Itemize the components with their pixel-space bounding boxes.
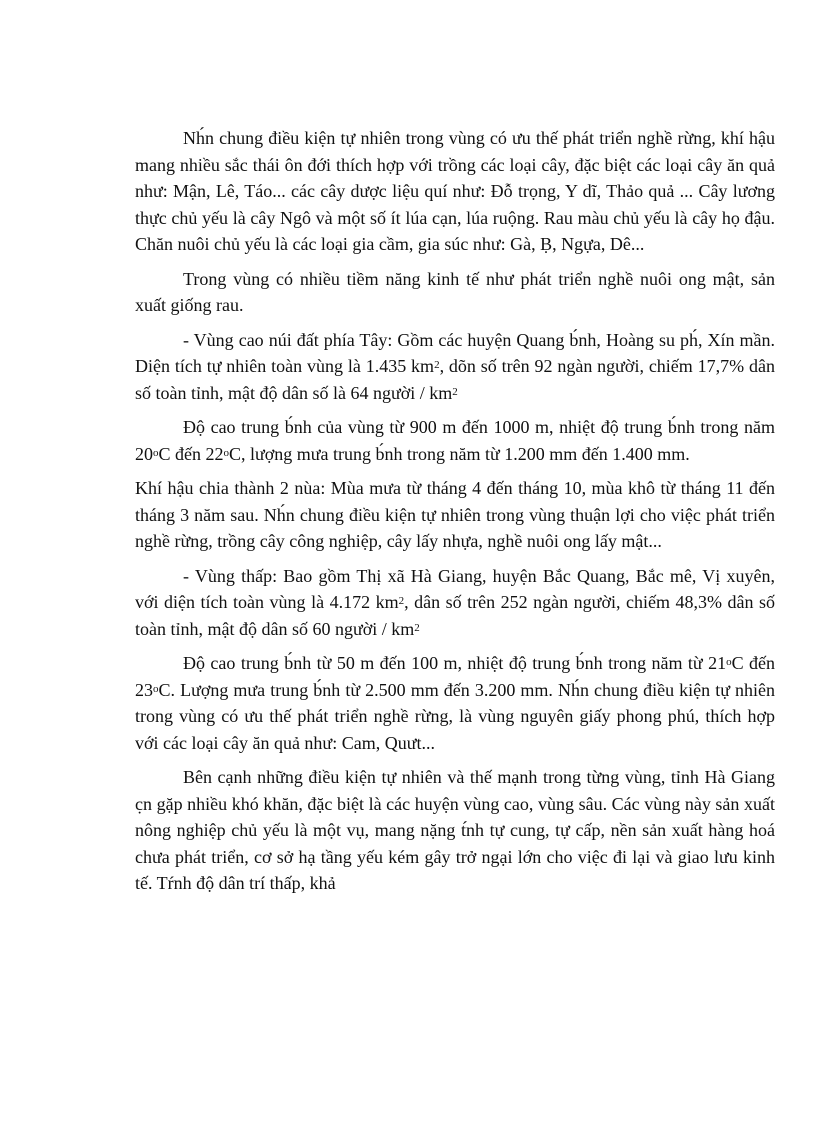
paragraph <box>135 327 775 407</box>
paragraph <box>135 764 775 897</box>
paragraph <box>135 125 775 258</box>
paragraph <box>135 475 775 555</box>
document-body <box>135 125 775 905</box>
text-run: , dân số trên 252 ngàn người, chiếm 48,3% dân số toàn tỉnh, mật độ dân số 60 người / km <box>135 592 775 639</box>
text-run: C. Lượng mưa trung b́nh từ 2.500 mm đến 3.200 mm. Nh́n chung điều kiện tự nhiên trong vùng có ưu thế phát triển nghề rừng, là vùng nguyên giấy phong phú, thích hợp với các loại cây ăn quả như: Cam, Quưt... <box>135 679 775 753</box>
text-run: Khí hậu chia thành 2 nùa: Mùa mưa từ tháng 4 đến tháng 10, mùa khô từ tháng 11 đến tháng 3 năm sau. Nh́n chung điều kiện tự nhiên trong vùng thuận lợi cho việc phát triển nghề rừng, trồng cây công nghiệp, cây lấy nhựa, nghề nuôi ong lấy mật... <box>135 478 775 551</box>
text-run: C đến 23 <box>135 653 775 700</box>
paragraph <box>135 563 775 643</box>
text-run: Độ cao trung b́nh từ 50 m đến 100 m, nhiệt độ trung b́nh trong năm từ 21 <box>183 653 727 673</box>
superscript: o <box>726 656 732 669</box>
text-run: , dõn số trên 92 ngàn người, chiếm 17,7% dân số toàn tỉnh, mật độ dân số là 64 người / km <box>135 356 775 403</box>
superscript: o <box>153 682 159 695</box>
text-run: - Vùng thấp: Bao gồm Thị xã Hà Giang, huyện Bắc Quang, Bắc mê, Vị xuyên, với diện tích toàn vùng là 4.172 km <box>135 565 775 612</box>
superscript: 2 <box>398 595 405 608</box>
superscript: o <box>223 446 229 459</box>
paragraph <box>135 266 775 319</box>
text-run: C đến 22 <box>158 443 224 464</box>
superscript: 2 <box>452 385 458 398</box>
text-run: - Vùng cao núi đất phía Tây: Gồm các huyện Quang b́nh, Hoàng su ph́, Xín mần. Diện tích tự nhiên toàn vùng là 1.435 km <box>135 329 775 376</box>
paragraph <box>135 414 775 467</box>
text-run: C, lượng mưa trung b́nh trong năm từ 1.200 mm đến 1.400 mm. <box>229 443 690 464</box>
paragraph <box>135 650 775 756</box>
superscript: o <box>153 446 159 459</box>
superscript: 2 <box>414 621 420 634</box>
text-run: Độ cao trung b́nh của vùng từ 900 m đến 1000 m, nhiệt độ trung b́nh trong năm 20 <box>135 417 775 464</box>
text-run: Trong vùng có nhiều tiềm năng kinh tế như phát triển nghề nuôi ong mật, sản xuất giống rau. <box>135 268 775 315</box>
text-run: Nh́n chung điều kiện tự nhiên trong vùng có ưu thế phát triển nghề rừng, khí hậu mang nhiều sắc thái ôn đới thích hợp với trồng các loại cây, đặc biệt các loại cây ăn quả như: Mận, Lê, Táo... các cây dược liệu quí như: Đỗ trọng, Y dĩ, Thảo quả ... Cây lương thực chủ yếu là cây Ngô và một số ít lúa cạn, lúa ruộng. Rau màu chủ yếu là cây họ đậu. Chăn nuôi chủ yếu là các loại gia cầm, gia súc như: Gà, Ḅ, Ngựa, Dê... <box>135 128 775 254</box>
text-run: Bên cạnh những điều kiện tự nhiên và thế mạnh trong từng vùng, tỉnh Hà Giang c̣n gặp nhiều khó khăn, đặc biệt là các huyện vùng cao, vùng sâu. Các vùng này sản xuất nông nghiệp chủ yếu là một vụ, mang nặng t́nh tự cung, tự cấp, nền sản xuất hàng hoá chưa phát triển, cơ sở hạ tầng yếu kém gây trở ngại lớn cho việc đi lại và giao lưu kinh tế. Tŕnh độ dân trí thấp, khả <box>135 767 775 893</box>
superscript: 2 <box>434 359 440 372</box>
